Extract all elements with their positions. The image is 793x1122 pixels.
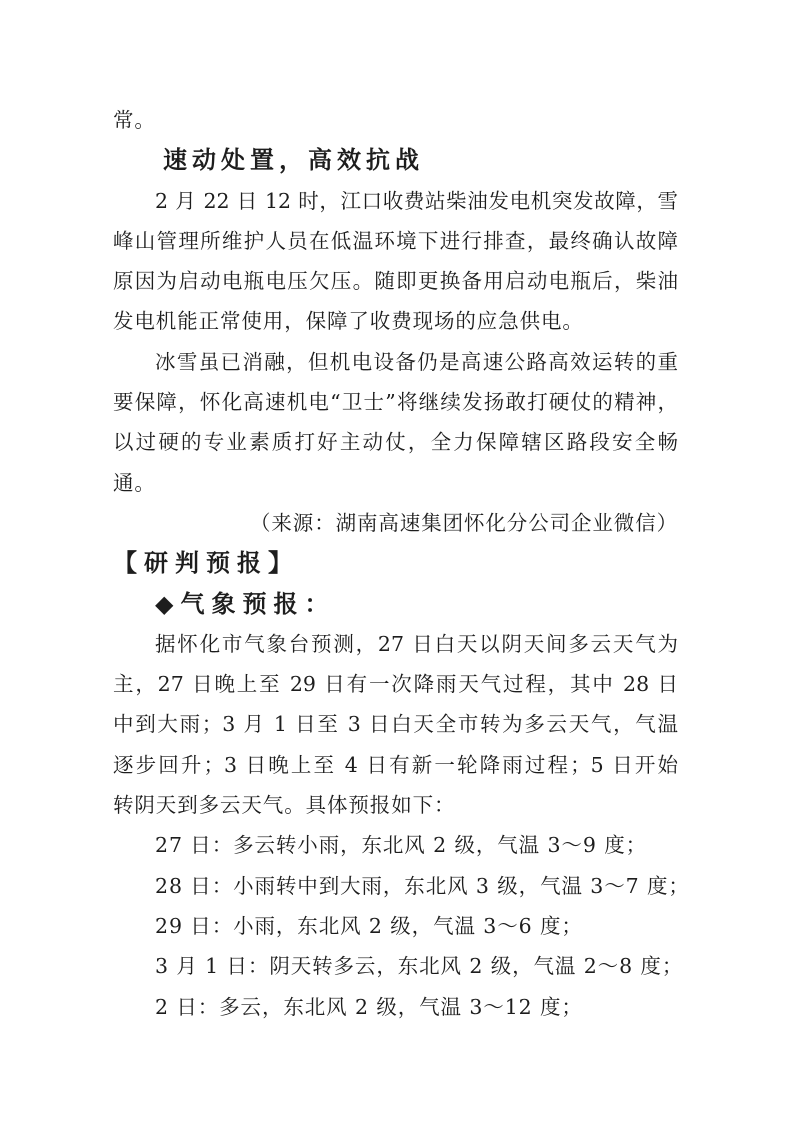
body-line: 2 月 22 日 12 时，江口收费站柴油发电机突发故障，雪 xyxy=(155,188,678,213)
source-line: （来源：湖南高速集团怀化分公司企业微信） xyxy=(250,510,678,535)
body-line: 逐步回升；3 日晚上至 4 日有新一轮降雨过程；5 日开始 xyxy=(113,752,678,777)
forecast-line: 2 日：多云，东北风 2 级，气温 3～12 度； xyxy=(155,994,583,1019)
subsection-heading: ◆气象预报： xyxy=(155,589,336,618)
body-line: 发电机能正常使用，保障了收费现场的应急供电。 xyxy=(113,309,584,334)
body-line: 中到大雨；3 月 1 日至 3 日白天全市转为多云天气，气温 xyxy=(113,712,678,737)
body-line: 原因为启动电瓶电压欠压。随即更换备用启动电瓶后，柴油 xyxy=(113,269,678,294)
body-line: 冰雪虽已消融，但机电设备仍是高速公路高效运转的重 xyxy=(155,349,678,374)
forecast-line: 3 月 1 日：阴天转多云，东北风 2 级，气温 2～8 度； xyxy=(155,954,684,979)
body-line: 转阴天到多云天气。具体预报如下： xyxy=(113,793,456,818)
body-line: 主，27 日晚上至 29 日有一次降雨天气过程，其中 28 日 xyxy=(113,672,678,697)
forecast-line: 29 日：小雨，东北风 2 级，气温 3～6 度； xyxy=(155,913,583,938)
forecast-line: 27 日：多云转小雨，东北风 2 级，气温 3～9 度； xyxy=(155,833,647,858)
forecast-line: 28 日：小雨转中到大雨，东北风 3 级，气温 3～7 度； xyxy=(155,873,690,898)
body-line: 以过硬的专业素质打好主动仗，全力保障辖区路段安全畅 xyxy=(113,430,678,455)
body-line: 峰山管理所维护人员在低温环境下进行排查，最终确认故障 xyxy=(113,228,678,253)
continuation-line: 常。 xyxy=(113,108,156,132)
section-heading: 【研判预报】 xyxy=(113,549,299,578)
body-line: 要保障，怀化高速机电“卫士”将继续发扬敢打硬仗的精神， xyxy=(113,390,678,415)
body-line: 据怀化市气象台预测，27 日白天以阴天间多云天气为 xyxy=(155,631,678,656)
body-line: 通。 xyxy=(113,470,156,495)
article-subtitle: 速动处置，高效抗战 xyxy=(163,146,424,175)
